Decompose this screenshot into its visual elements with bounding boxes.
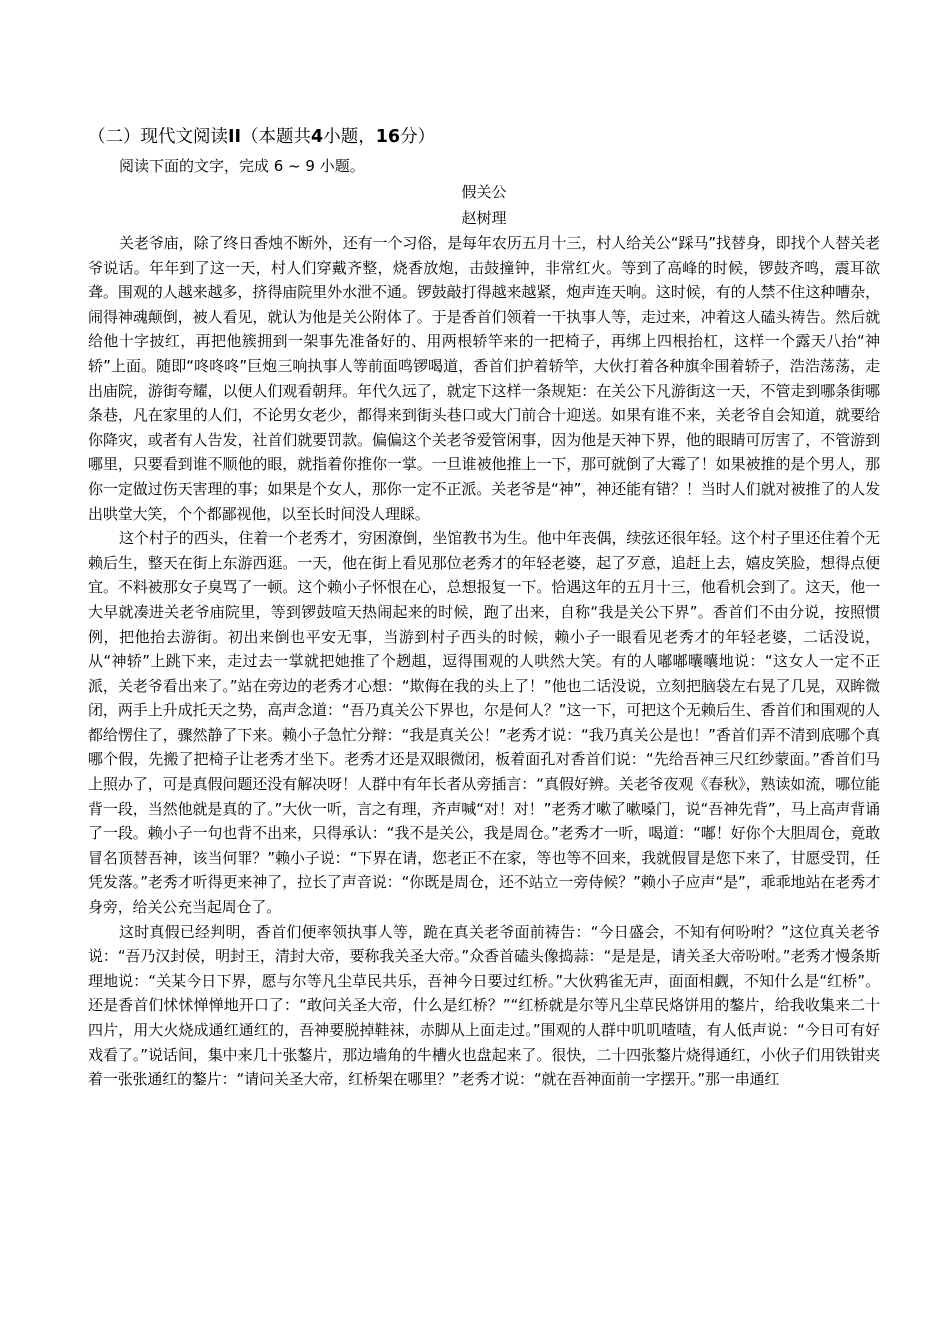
heading-prefix: （二）现代文阅读 [88,127,228,147]
reading-instruction: 阅读下面的文字，完成 6 ~ 9 小题。 [119,157,365,175]
article-paragraph-1: 关老爷庙，除了终日香烛不断外，还有一个习俗，是每年农历五月十三，村人给关公“踩马”找替身，即找个人替关老爷说话。年年到了这一天，村人们穿戴齐整，烧香放炮，击鼓撞钟，非常红火。等到了高峰的时候，锣鼓齐鸣，震耳欲聋。围观的人越来越多，挤得庙院里外水泄不通。锣鼓敲打得越来越紧，炮声连天响。这时候，有的人禁不住这种嘈杂，闹得神魂颠倒，被人看见，就认为他是关公附体了。于是香首们领着一干执事人等，走过来，冲着这人磕头祷告。然后就给他十字披红，再把他簇拥到一架事先准备好的、用两根轿竿来的一把椅子，再绑上四根抬杠，这样一个露天八抬“神轿”上面。随即“咚咚咚”巨炮三响执事人等前面鸣锣喝道，香首们护着轿竿，大伙打着各种旗伞围着轿子，浩浩荡荡，走出庙院，游街夸耀，以便人们观看朝拜。年代久远了，就定下这样一条规矩：在关公下凡游街这一天，不管走到哪条街哪条巷，凡在家里的人们，不论男女老少，都得来到街头巷口或大门前合十迎送。如果有谁不来，关老爷自会知道，就要给你降灾，或者有人告发，社首们就要罚款。偏偏这个关老爷爱管闲事，因为他是天神下界，他的眼睛可厉害了，不管游到哪里，只要看到谁不顺他的眼，就指着你推你一掌。一旦谁被他推上一下，那可就倒了大霉了！如果被推的是个男人，那你一定做过伤天害理的事；如果是个女人，那你一定不正派。关老爷是“神”，神还能有错？！当时人们就对被推了的人发出哄堂大笑，个个都鄙视他，以至长时间没人理睬。 [88,234,880,523]
article-author: 赵树理 [461,209,507,227]
article-paragraph-3: 这时真假已经判明，香首们便率领执事人等，跪在真关老爷面前祷告：“今日盛会，不知有何吩咐？”这位真关老爷说：“吾乃汉封侯，明封王，清封大帝，要称我关圣大帝。”众香首磕头像捣蒜：“是是是，请关圣大帝吩咐。”老秀才慢条斯理地说：“关某今日下界，愿与尔等凡尘草民共乐，吾神今日要过红桥。”大伙鸦雀无声，面面相觑，不知什么是“红桥”。还是香首们怵怵惮惮地开口了：“敢问关圣大帝，什么是红桥？”“红桥就是尔等凡尘草民烙饼用的鏊片，给我收集来二十四片，用大火烧成通红通红的，吾神要脱掉鞋袜，赤脚从上面走过。”围观的人群中叽叽喳喳，有人低声说：“今日可有好戏看了。”说话间，集中来几十张鏊片，那边墙角的牛槽火也盘起来了。很快，二十四张鏊片烧得通红，小伙子们用铁钳夹着一张张通红的鏊片：“请问关圣大帝，红桥架在哪里？”老秀才说：“就在吾神面前一字摆开。”那一串通红 [88,922,880,1089]
heading-score: 16 [375,127,401,147]
heading-question-count: 4 [311,127,324,147]
section-heading [88,124,880,150]
heading-mid: （本题共 [241,127,312,147]
heading-roman-numeral: II [228,127,242,147]
heading-mid2: 小题， [323,127,376,147]
heading-suffix: 分） [400,127,436,147]
article-title: 假关公 [461,183,507,201]
article-paragraph-2: 这个村子的西头，住着一个老秀才，穷困潦倒，坐馆教书为生。他中年丧偶，续弦还很年轻。这个村子里还住着个无赖后生，整天在街上东游西逛。一天，他在街上看见那位老秀才的年轻老婆，起了歹意，追赶上去，嬉皮笑脸，想得点便宜。不料被那女子臭骂了一顿。这个赖小子怀恨在心，总想报复一下。恰遇这年的五月十三，他看机会到了。这天，他一大早就凑进关老爷庙院里，等到锣鼓喧天热闹起来的时候，跑了出来，自称“我是关公下界”。香首们不由分说，按照惯例，把他抬去游街。初出来倒也平安无事，当游到村子西头的时候，赖小子一眼看见老秀才的年轻老婆，二话没说，从“神轿”上跳下来，走过去一掌就把她推了个趔趄，逗得围观的人哄然大笑。有的人嘟嘟囔囔地说：“这女人一定不正派，关老爷看出来了。”站在旁边的老秀才心想：“欺侮在我的头上了！”他也二话没说，立刻把脑袋左右晃了几晃，双眸微闭，两手上升成托天之势，高声念道：“吾乃真关公下界也，尔是何人？”这一下，可把这个无赖后生、香首们和围观的人都给愣住了，骤然静了下来。赖小子急忙分辩：“我是真关公！”老秀才说：“我乃真关公是也！”香首们弄不清到底哪个真哪个假，先搬了把椅子让老秀才坐下。老秀才还是双眼微闭，板着面孔对香首们说：“先给吾神三尺红纱蒙面。”香首们马上照办了，可是真假问题还没有解决呀！人群中有年长者从旁插言：“真假好辨。关老爷夜观《春秋》，熟读如流，哪位能背一段，当然他就是真的了。”大伙一听，言之有理，齐声喊“对！对！”老秀才嗽了嗽嗓门，说“吾神先背”，马上高声背诵了一段。赖小子一句也背不出来，只得承认：“我不是关公，我是周仓。”老秀才一听，喝道：“嘟！好你个大胆周仓，竟敢冒名顶替吾神，该当何罪？”赖小子说：“下界在请，您老正不在家，等也等不回来，我就假冒是您下来了，甘愿受罚，任凭发落。”老秀才听得更来神了，拉长了声音说：“你既是周仓，还不站立一旁侍候？”赖小子应声“是”，乖乖地站在老秀才身旁，给关公充当起周仓了。 [88,529,880,917]
document-page [88,124,880,1092]
